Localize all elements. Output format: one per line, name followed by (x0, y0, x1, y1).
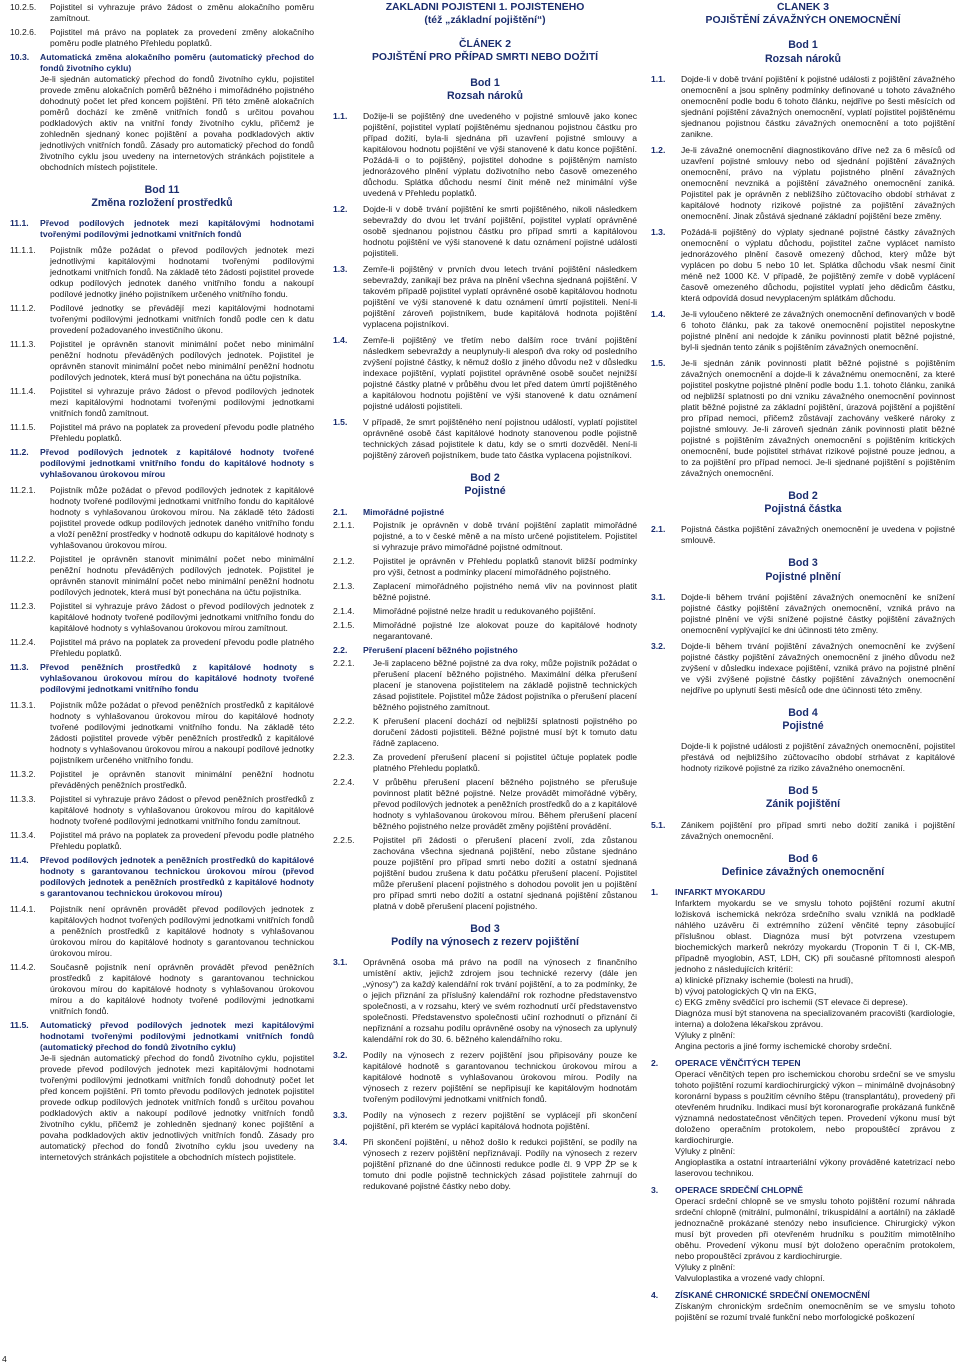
column-right (651, 2, 955, 1362)
section-title: Pojistná částka (764, 503, 842, 516)
exclusions-heading: Výluky z plnění: (675, 1262, 736, 1273)
clause-text: V průběhu přerušení placení běžného pojistného se přerušuje povinnost platit běžné pojistné. Nelze provádět mimořádné výběry, převod podílových jednotek a peněžních prostředků do a z kapitálové hodnoty s vyhlašovanou úrokovou mírou. Během přerušení placení běžného pojistného nelze provádět změny pojištění provádění. (373, 776, 637, 831)
clause-3-1 (651, 592, 955, 636)
clause-text: Je-li závažné onemocnění diagnostikováno dříve než za 6 měsíců od uzavření pojistné smlouvy nebo od sjednání pojištění závažných onemocnění, právo na výplatu pojistného plnění závažných onemocnění nevzniká a pojištění závažného onemocnění zaniká. Pojistitel pak je oprávněn z nebližšího zúčtovacího období strhávat z kapitálové hodnoty rizikové pojistné za pojištění závažných onemocnění. Jinak zůstává sjednané základní pojištění beze změny. (681, 144, 955, 221)
section-number: Bod 6 (788, 852, 818, 865)
part-heading: ZÁKLADNÍ POJIŠTĚNÍ 1. POJIŠTĚNÉHO (385, 2, 585, 13)
clause-number: 11.4.1. (10, 904, 36, 915)
clause-number: 1.5. (651, 357, 666, 368)
clause-text: Podílové jednotky se převádějí mezi kapitálovými hodnotami tvořenými podílovými jednotkami vnitřních fondů podle cen k datu provedení požadovaného investičního úkonu. (50, 303, 314, 336)
section-heading-bod-6 (651, 853, 955, 879)
clause-number: 11.1.5. (10, 422, 36, 433)
clause-10-2-5 (10, 2, 314, 24)
column-left (10, 2, 314, 1362)
clause-text: Pojistník může požádat o převod podílových jednotek mezi jednotlivými kapitálovými hodnotami tvořenými podílovými jednotkami vnitřních fondů. Na základě této žádosti pojistitel provede odkup podílových jednotek daného vnitřního fondu a nakoupí podílové jednotky jiného pojistníkem určeného vnitřního fondu. (50, 245, 314, 300)
clause-number: 1.1. (333, 111, 348, 122)
clause-1-5 (651, 358, 955, 479)
clause-text: Pojistník může požádat o převod podílových jednotek z kapitálové hodnoty tvořené podílovými jednotkami vnitřního fondu do kapitálové hodnoty s vyhlašovanou úrokovou mírou. Na základě této žádosti pojistitel provede odkup podílových jednotek daného vnitřního fondu a vloží peněžní prostředky v hodnotě odkupu do kapitálové hodnoty s vyhlašovanou úrokovou mírou. (50, 485, 314, 551)
clause-number: 1.4. (333, 335, 348, 346)
section-number: Bod 4 (788, 706, 818, 719)
clause-text: Pojistitel má právo na poplatek za provedení převodu podle platného Přehledu poplatků. (50, 422, 314, 444)
paragraph: Dojde-li k pojistné události z pojištění závažných onemocnění, pojistitel přestává od nejbližšího zúčtovacího období strhávat z kapitálové hodnoty rizikové pojistné za riziko závažného onemocnění. (681, 741, 955, 774)
clause-text: Pojistník může požádat o převod peněžních prostředků z kapitálové hodnoty s vyhlašovanou úrokovou mírou do kapitálové hodnoty tvořené podílovými jednotkami vnitřního fondu. Na základě této žádosti pojistitel provede výběr peněžních prostředků z kapitálové hodnoty s vyhlašovanou úrokovou mírou a nakoupí podílové jednotky pojistníkem určeného vnitřního fondu. (50, 700, 314, 766)
clause-11-3-3 (10, 794, 314, 827)
clause-number: 11.2. (10, 447, 29, 458)
criterion-b: b) vývoj patologických Q vln na EKG, (675, 986, 817, 997)
clause-1-4 (651, 309, 955, 353)
section-number: Bod 11 (144, 184, 180, 196)
clause-2-2 (333, 645, 637, 656)
clause-text: Pojistitel si vyhrazuje právo žádost o převod podílových jednotek mezi kapitálovými hodnotami tvořenými podílovými jednotkami vnitřních fondů zamítnout. (50, 386, 314, 419)
clause-11-2-2 (10, 554, 314, 598)
clause-11-2-4 (10, 637, 314, 659)
clause-text: Je-li sjednán automatický přechod do fondů životního cyklu, pojistitel provede změnu alokačních poměrů běžného i mimořádného pojistného dohodnutý počet let před koncem pojištění. Při této změně alokačních poměrů dochází ke změně vnitřních fondů s určitou povahou podkladových aktiv na vnitřní fondy životního cyklu, přičemž je zohledněn sjednaný konec pojištění a povaha podkladových aktiv jednotlivých vnitřních fondů. Zásady pro automatický přechod do fondů životního cyklu jsou uvedeny na internetových stránkách pojistitele a obchodních místech pojistitele. (40, 74, 314, 172)
section-heading-bod-1 (333, 77, 637, 103)
clause-11-1-5 (10, 422, 314, 444)
clause-number: 11.3.1. (10, 700, 36, 711)
definition-title: ZÍSKANÉ CHRONICKÉ SRDEČNÍ ONEMOCNĚNÍ (675, 1290, 870, 1301)
clause-number: 2.2.3. (333, 751, 355, 762)
exclusions-text: Angina pectoris a jiné formy ischemické choroby srdeční. (675, 1041, 892, 1052)
clause-text: Dojde-li během trvání pojištění závažných onemocnění ke snížení pojistné částky pojištění závažných onemocnění, vzniká právo na pojistné plnění ve výši snížené pojistné částky pojištění závažných onemocnění vyplývající ke dni účinnosti této změny. (681, 591, 955, 635)
clause-text: Pojistitel je oprávněn stanovit minimální počet nebo minimální peněžní hodnotu převáděných podílových jednotek. Pojistitel je oprávněn stanovit minimální počet nebo minimální peněžní hodnotu podílových jednotek, která musí být ponechána na účtu pojistníka. (50, 339, 314, 383)
section-number: Bod 1 (470, 76, 500, 89)
definition-body (651, 1069, 955, 1179)
definition-text: Operací srdeční chlopně se ve smyslu tohoto pojištění rozumí náhrada srdeční chlopně (mitrální, pulmonální, trikuspidální a aortální) na základě jednoznačně prokázané stenózy nebo insuficience. Chirurgický výkon musí být proveden při otevřeném hrudníku s použitím mimotělního oběhu. Provedení výkonu musí být doloženo operačním protokolem, nebo propouštěcí zprávou z kardiochirurgie. (675, 1196, 955, 1262)
exclusions-heading: Výluky z plnění: (675, 1030, 736, 1041)
clause-number: 11.3.2. (10, 769, 36, 780)
clause-1-4 (333, 335, 637, 412)
definition-text: Operací věnčitých tepen pro ischemickou chorobu srdeční se ve smyslu tohoto pojištění rozumí kardiochirurgický výkon – minimálně dvojnásobný koronární bypass s použitím cévního štěpu (transplantátu), provedený při otevřeném hrudníku. Indikaci musí být koronarografie prokázaná funkčně významná nedostatečnost věnčitých tepen. Provedení výkonu musí být doloženo operačním protokolem, nebo propouštěcí zprávou z kardiochirurgie. (675, 1069, 955, 1146)
definition-body (651, 898, 955, 1052)
clause-text: Zaplacení mimořádného pojistného nemá vliv na povinnost platit běžné pojistné. (373, 580, 637, 602)
clause-10-2-6 (10, 27, 314, 49)
definition-number: 3. (651, 1185, 659, 1196)
clause-text: Pojistitel je oprávněn stanovit minimální peněžní hodnotu převáděných peněžních prostředků. (50, 769, 314, 791)
article-title: POJIŠTĚNÍ PRO PŘÍPAD SMRTI NEBO DOŽITÍ (371, 52, 599, 64)
clause-number: 11.1. (10, 218, 29, 229)
clause-text: Pojistitel si vyhrazuje právo žádost o změnu alokačního poměru zamítnout. (50, 2, 314, 23)
clause-number: 3.1. (651, 591, 666, 602)
clause-number: 11.2.1. (10, 485, 36, 496)
definition-number: 1. (651, 887, 659, 898)
clause-11-1-1 (10, 245, 314, 300)
clause-text: Podíly na výnosech z rezerv pojištění se vyplácejí při skončení pojištění, při kterém se vyplácí kapitálová hodnota pojištění. (363, 1110, 637, 1132)
clause-1-5 (333, 417, 637, 461)
section-number: Bod 3 (470, 922, 500, 935)
clause-text: Je-li sjednán automatický přechod do fondů životního cyklu, pojistitel provede převod podílových jednotek mezi kapitálovými hodnotami tvořenými podílovými jednotkami vnitřních fondů dohodnutý počet let před koncem pojištění. Při tomto převodu podílových jednotek pojistitel provede odkup podílových jednotek vnitřních fondů s určitou povahou podkladových aktiv a nakoupí podílové jednotky vnitřních fondů životního cyklu, přičemž je zohledněn sjednaný konec pojištění a povaha podkladových aktiv jednotlivých vnitřních fondů. Zásady pro automatický přechod do fondů životního cyklu jsou uvedeny na internetových stránkách pojistitele a obchodních místech pojistitele. (40, 1053, 314, 1163)
section-heading-bod-3 (333, 923, 637, 949)
clause-2-2-1 (333, 658, 637, 713)
clause-number: 2.1.3. (333, 580, 355, 591)
clause-text: Pojistitel má právo na poplatek za provedení změny alokačního poměru podle platného Přehledu poplatků. (50, 27, 314, 48)
clause-title: Převod podílových jednotek mezi kapitálovými hodnotami tvořenými podílovými jednotkami vnitřních fondů (40, 218, 314, 240)
section-number: Bod 2 (470, 472, 500, 485)
section-number: Bod 1 (788, 39, 818, 52)
definition-note: Diagnóza musí být stanovena na specializovaném pracovišti (kardiologie, interna) a doložena lékařskou zprávou. (675, 1008, 955, 1030)
clause-number: 2.1. (651, 524, 666, 535)
clause-text: Pojistitel je oprávněn v Přehledu poplatků stanovit bližší podmínky pro výši, četnost a podmínky placení mimořádného pojistného. (373, 555, 637, 577)
clause-title: Převod podílových jednotek a peněžních prostředků do kapitálové hodnoty s garantovanou technickou úrokovou mírou (převod podílových jednotek a peněžních prostředků z kapitálové hodnoty s garantovanou technickou úrokovou mírou) (40, 855, 314, 899)
article-title: POJIŠTĚNÍ ZÁVAŽNÝCH ONEMOCNĚNÍ (705, 14, 901, 26)
clause-number: 1.2. (651, 144, 666, 155)
definition-text: Infarktem myokardu se ve smyslu tohoto pojištění rozumí akutní ložisková ischemická nekróza srdečního svalu vzniklá na podkladě náhlého uzávěru či extrémního zúžení věnčité tepny zásobující příslušnou oblast. Diagnóza musí být potvrzena vzestupem biochemických markerů nekrózy myokardu (Troponin T či I, CK-MB, případně myoglobin, AST, LDH, CK) při současné přítomnosti alespoň jednoho z následujících kritérií: (675, 898, 955, 975)
clause-11-1-4 (10, 386, 314, 419)
clause-number: 1.1. (651, 73, 666, 84)
definition-heading (651, 1058, 955, 1069)
clause-11-1-3 (10, 339, 314, 383)
clause-11-4-2 (10, 962, 314, 1017)
clause-3-2 (651, 641, 955, 696)
clause-number: 2.1.4. (333, 605, 355, 616)
clause-number: 10.3. (10, 52, 30, 62)
criterion-a: a) klinické příznaky ischemie (bolesti na hrudi), (675, 975, 854, 986)
section-title: Změna rozložení prostředků (91, 197, 233, 210)
definition-title: OPERACE VĚNČITÝCH TEPEN (675, 1058, 801, 1069)
clause-number: 3.4. (333, 1137, 348, 1148)
clause-2-1 (651, 524, 955, 546)
definition-heading (651, 887, 955, 898)
clause-text: Pojistná částka pojištění závažných onemocnění je uvedena v pojistné smlouvě. (681, 524, 955, 546)
clause-number: 1.5. (333, 417, 348, 428)
clause-11-2 (10, 447, 314, 480)
definition-number: 4. (651, 1290, 659, 1301)
criterion-c: c) EKG změny svědčící pro ischemii (ST elevace či deprese). (675, 997, 908, 1008)
clause-1-2 (651, 145, 955, 222)
clause-2-2-4 (333, 777, 637, 832)
definition-title: OPERACE SRDEČNÍ CHLOPNĚ (675, 1185, 803, 1196)
clause-text: Oprávněná osoba má právo na podíl na výnosech z finančního umístění aktiv, jejichž zdrojem jsou technické rezervy (dále jen „výnosy“) za každý kalendářní rok trvání pojištění, a to za podmínky, že o jejich přiznání za příslušný kalendářní rok rozhodne představenstvo společnosti, a v rozsahu, který ve svém rozhodnutí určí představenstvo společnosti. Představenstvo společnosti učiní rozhodnutí o přiznání či nepřiznání a rozsahu podílu oprávněné osoby na výnosech za uplynulý kalendářní rok do 30. 6. běžného kalendářního roku. (363, 957, 637, 1045)
section-title: Podíly na výnosech z rezerv pojištění (391, 935, 579, 948)
clause-number: 3.2. (333, 1050, 348, 1061)
section-heading-bod-3 (651, 557, 955, 583)
definition-heading (651, 1290, 955, 1301)
clause-number: 11.3. (10, 662, 29, 673)
clause-number: 3.2. (651, 640, 666, 651)
clause-number: 10.2.5. (10, 2, 37, 12)
definition-body (651, 1301, 955, 1323)
clause-number: 3.1. (333, 957, 348, 968)
clause-11-3 (10, 662, 314, 695)
clause-1-2 (333, 204, 637, 259)
clause-text: Pojistník je oprávněn v době trvání pojištění zaplatit mimořádné pojistné, a to v české měně a na místo určené pojistitelem. Pojistitel si vyhrazuje právo mimořádné pojistné odmítnout. (373, 519, 637, 552)
clause-1-1 (651, 74, 955, 140)
clause-number: 11.2.3. (10, 601, 36, 612)
clause-number: 11.4.2. (10, 962, 36, 973)
clause-text: Zánikem pojištění pro případ smrti nebo dožití zaniká i pojištění závažných onemocnění. (681, 819, 955, 841)
clause-5-1 (651, 820, 955, 842)
clause-3-3 (333, 1110, 637, 1132)
clause-text: Zemře-li pojištěný ve třetím nebo dalším roce trvání pojištění následkem sebevraždy a neuplynuly-li alespoň dva roky od posledního zvýšení pojistné částky, k němuž došlo z jiného důvodu než v důsledku indexace pojištění, vyplatí pojistitel oprávněné osobě součet nejnižší pojistné částky platné v průběhu dvou let před datem úmrtí pojištěného a kapitálovou hodnotu pojištění ve výši stanovené k datu oznámení pojistné události pojistiteli. (363, 335, 637, 412)
clause-text: Požádá-li pojištěný do výplaty sjednané pojistné částky závažných onemocnění o výplatu důchodu, pojistitel začne vyplácet namísto jednorázového plnění časově omezený důchod, který může být vyplácen po dobu 5 nebo 10 let. Splátka důchodu však nesmí činit méně než 1000 Kč. V případě, že pojištěný zemře v době vyplácení časově omezeného důchodu, pojistitel vyplatí jeho dědicům částku, která odpovídá dosud nevyplaceným splátkám důchodu. (681, 226, 955, 303)
clause-text: Mimořádné pojistné lze alokovat pouze do kapitálové hodnoty negarantované. (373, 619, 637, 641)
part-subheading: (též „základní pojištění“) (424, 14, 546, 26)
clause-text: Pojistitel si vyhrazuje právo žádost o převod podílových jednotek z kapitálové hodnoty tvořené podílovými jednotkami vnitřního fondu do kapitálové hodnoty s vyhlašovanou úrokovou mírou zamítnout. (50, 601, 314, 634)
clause-number: 11.1.4. (10, 386, 36, 397)
clause-title: Automatická změna alokačního poměru (automatický přechod do fondů životního cyklu) (40, 52, 314, 73)
clause-text: Současně pojistník není oprávněn provádět převod peněžních prostředků z kapitálové hodnoty s garantovanou technickou úrokovou mírou do kapitálové hodnoty s vyhlašovanou úrokovou mírou a do kapitálové hodnoty tvořené podílovými jednotkami vnitřních fondů. (50, 962, 314, 1017)
definition-body (651, 1196, 955, 1284)
section-number: Bod 3 (788, 557, 818, 570)
article-number: ČLÁNEK 3 (777, 2, 829, 13)
section-heading-bod-4 (651, 707, 955, 733)
clause-number: 11.1.1. (10, 245, 36, 256)
clause-11-2-1 (10, 485, 314, 551)
clause-number: 3.3. (333, 1110, 348, 1121)
clause-number: 5.1. (651, 819, 666, 830)
column-middle (333, 2, 637, 1362)
clause-text: V případě, že smrt pojištěného není pojistnou událostí, vyplatí pojistitel oprávněné osobě část kapitálové hodnoty stanovenou podle pojistně technických zásad pojistitele k datu, kdy se o smrti dozvěděl. Není-li pojištěný zároveň pojistníkem, bude tato částka vyplacena pojistníkovi. (363, 417, 637, 461)
clause-2-1-3 (333, 581, 637, 603)
clause-3-2 (333, 1050, 637, 1105)
clause-2-1-4 (333, 606, 637, 617)
clause-3-1 (333, 957, 637, 1045)
clause-text: Dojde-li během trvání pojištění závažných onemocnění ke zvýšení pojistné částky pojištění závažných onemocnění z jiného důvodu než zvýšení v důsledku indexace pojištění, vzniká právo na pojistné plnění ve výši zvýšené pojistné částky pojištění závažných onemocnění nejdříve po uplynutí šesti měsíců ode dne účinnosti této změny. (681, 640, 955, 695)
clause-number: 1.3. (651, 226, 666, 237)
section-heading-bod-2 (333, 472, 637, 498)
definition-number: 2. (651, 1058, 659, 1069)
section-heading-bod-5 (651, 785, 955, 811)
clause-number: 1.4. (651, 308, 666, 319)
section-title: Pojistné (464, 485, 506, 498)
clause-11-2-3 (10, 601, 314, 634)
exclusions-text: Angioplastika a ostatní intraarteriální výkony prováděné katetrizací nebo laserovou technikou. (675, 1157, 955, 1179)
clause-text: Pojistitel je oprávněn stanovit minimální počet nebo minimální peněžní hodnotu převáděných podílových jednotek. Pojistitel je oprávněn stanovit minimální počet nebo minimální peněžní hodnotu podílových jednotek, která musí být ponechána na účtu pojistníka. (50, 554, 314, 598)
clause-2-2-3 (333, 752, 637, 774)
exclusions-heading: Výluky z plnění: (675, 1146, 736, 1157)
page-number: 4 (2, 1354, 7, 1364)
section-title: Pojistné plnění (765, 570, 841, 583)
clause-text: Dojde-li v době trvání pojištění ke smrti pojištěného, nikoli následkem sebevraždy do dvou let trvání pojištění, pojistitel vyplatí oprávněné osobě sjednanou pojistnou částku pro případ smrti a kapitálovou hodnotu pojištění ve výši stanovené k datu oznámení pojistné události pojistiteli. (363, 204, 637, 259)
clause-11-3-4 (10, 830, 314, 852)
clause-text: K přerušení placení dochází od nejbližší splatnosti pojistného po doručení žádosti pojistiteli. Běžné pojistné musí být k tomuto datu řádně zaplaceno. (373, 715, 637, 748)
clause-1-3 (333, 264, 637, 330)
clause-number: 11.3.3. (10, 794, 36, 805)
section-heading-bod-1 (651, 39, 955, 65)
clause-11-3-2 (10, 769, 314, 791)
clause-text: Dožije-li se pojištěný dne uvedeného v pojistné smlouvě jako konec pojištění, pojistitel vyplatí pojištěnému sjednanou pojistnou částku pro případ dožití, byla-li sjednána při uzavření pojistné smlouvy a kapitálovou hodnotu pojištění ve výši stanovené k datu konce pojištění. Požádá-li o to pojištěný, pojistitel dohodne s pojištěným namísto jednorázového plnění výplatu doživotního nebo časově omezeného důchodu. Splátka důchodu nesmí činit méně než minimální výše uvedená v Přehledu poplatků. (363, 111, 637, 199)
section-number: Bod 2 (788, 489, 818, 502)
clause-2-1-1 (333, 520, 637, 553)
clause-11-1-2 (10, 303, 314, 336)
clause-1-3 (651, 227, 955, 304)
clause-text: Pojistník není oprávněn provádět převod podílových jednotek z kapitálových hodnot tvořených podílovými jednotkami vnitřních fondů a peněžních prostředků z kapitálové hodnoty s vyhlašovanou úrokovou mírou do kapitálové hodnoty s garantovanou technickou úrokovou mírou. (50, 904, 314, 959)
clause-number: 11.4. (10, 855, 29, 866)
clause-number: 11.5. (10, 1020, 29, 1031)
definition-heading (651, 1185, 955, 1196)
clause-text: Za provedení přerušení placení si pojistitel účtuje poplatek podle platného Přehledu poplatků. (373, 751, 637, 773)
clause-2-2-2 (333, 716, 637, 749)
clause-text: Pojistitel má právo na poplatek za provedení převodu podle platného Přehledu poplatků. (50, 830, 314, 852)
clause-number: 2.1. (333, 506, 348, 517)
clause-2-2-5 (333, 835, 637, 912)
clause-text: Je-li vyloučeno některé ze závažných onemocnění definovaných v bodě 6 tohoto článku, pak za takové onemocnění pojistitel neposkytne pojistné plnění ani nedojde k zániku povinnosti platit běžné pojistné, byl-li sjednán tento zánik s pojištěním závažných onemocnění. (681, 308, 955, 352)
exclusions-text: Valvuloplastika a vrozené vady chlopní. (675, 1273, 825, 1284)
clause-number: 2.1.1. (333, 519, 355, 530)
clause-number: 11.2.4. (10, 637, 36, 648)
section-heading-bod-2 (651, 490, 955, 516)
clause-11-1 (10, 218, 314, 240)
clause-text: Pojistitel při žádosti o přerušení placení zvolí, zda zůstanou zachována všechna sjednaná pojištění, nebo zůstane sjednáno pouze pojištění pro případ smrti nebo dožití a ostatní sjednaná pojištění budou zrušena k datu počátku přerušení placení. Pojistitel může přerušení placení pojistného s dohodou povolit jen u pojištění pro případ smrti nebo dožití a ostatní sjednaná pojištění zůstanou platná v době přerušení placení pojistného. (373, 834, 637, 911)
clause-text: Zemře-li pojištěný v prvních dvou letech trvání pojištění následkem sebevraždy, zanikají bez práva na plnění všechna sjednaná pojištění. V takovém případě pojistitel vyplatí oprávněné osobě kapitálovou hodnotu pojištění ve výši stanovené k datu oznámení úmrtí pojistiteli. Není-li pojištění zároveň pojistníkem, bude kapitálová hodnota pojištění vyplacena pojistníkovi. (363, 264, 637, 330)
clause-2-1-5 (333, 620, 637, 642)
clause-title: Převod podílových jednotek z kapitálové hodnoty tvořené podílovými jednotkami vnitřního fondu do kapitálové hodnoty s vyhlašovanou úrokovou mírou (40, 447, 314, 480)
definition-title: INFARKT MYOKARDU (675, 887, 766, 898)
section-heading-bod-11 (10, 184, 314, 210)
clause-title: Přerušení placení běžného pojistného (363, 644, 518, 655)
section-title: Rozsah nároků (447, 89, 523, 102)
clause-number: 2.2. (333, 644, 348, 655)
section-title: Definice závažných onemocnění (721, 865, 885, 878)
clause-text: Podíly na výnosech z rezerv pojištění jsou připisovány pouze ke kapitálové hodnotě s garantovanou technickou úrokovou mírou a kapitálové hodnotě s vyhlašovanou úrokovou mírou. Podíly na výnosech z rezerv pojištění se nepřipisují ke kapitálovým hodnotám tvořeným podílovými jednotkami vnitřních fondů. (363, 1050, 637, 1105)
clause-3-4 (333, 1137, 637, 1192)
clause-number: 2.2.5. (333, 834, 355, 845)
clause-10-3 (10, 52, 314, 173)
section-title: Zánik pojištění (765, 798, 841, 811)
clause-1-1 (333, 111, 637, 199)
clause-number: 2.1.5. (333, 619, 355, 630)
clause-number: 1.2. (333, 204, 348, 215)
section-title: Rozsah nároků (765, 52, 841, 65)
clause-text: Je-li zaplaceno běžné pojistné za dva roky, může pojistník požádat o přerušení placení běžného pojistného. Maximální délka přerušení placení je stanovena pojistitelem na základě pojistně technických zásad pojistitele. Pojistitel může žádost pojistníka o přerušení placení běžného pojistného zamítnout. (373, 657, 637, 712)
clause-number: 2.2.1. (333, 657, 355, 668)
article-number: ČLÁNEK 2 (459, 39, 511, 51)
clause-number: 1.3. (333, 264, 348, 275)
clause-2-1-2 (333, 556, 637, 578)
section-title: Pojistné (782, 720, 824, 733)
clause-number: 2.2.4. (333, 776, 355, 787)
clause-11-3-1 (10, 700, 314, 766)
clause-number: 11.1.3. (10, 339, 36, 350)
clause-text: Dojde-li v době trvání pojištění k pojistné události z pojištění závažného onemocnění a jsou splněny podmínky definované u tohoto závažného onemocnění podle bodu 6 tohoto článku, nejdříve po šesti měsících od sjednání pojištění závažných onemocnění, vyplatí pojistitel pojištěnému sjednanou pojistnou částku závažných onemocnění a toto pojištění zanikne. (681, 73, 955, 139)
clause-number: 11.3.4. (10, 830, 36, 841)
clause-number: 11.1.2. (10, 303, 36, 314)
clause-text: Je-li sjednán zánik povinnosti platit běžné pojistné s pojištěním závažných onemocnění a dojde-li k závažnému onemocnění, za které pojistitel poskytne pojistné plnění podle bodu 1.1. tohoto článku, zaniká od nejbližší splatnosti po dni vzniku závažného onemocnění povinnost platit běžné pojistné za základní pojištění, úrazová pojištění a pojištění pro případ nemoci, přičemž zůstávají zachovány veškeré nároky z pojistné smlouvy. Je-li zároveň sjednán zánik povinnosti platit běžné pojistné s pojištěním závažných onemocnění s pojištěním kritických onemocnění, bude pojistitel strhávat rizikové pojistné pouze jednou, a to za pojištění pro případ nemoci. Je-li sjednané pojištění s pojištěním závažných onemocnění. (681, 357, 955, 478)
clause-title: Mimořádné pojistné (363, 506, 445, 517)
clause-number: 2.1.2. (333, 555, 355, 566)
clause-text: Při skončení pojištění, u něhož došlo k redukci pojištění, se podíly na výnosech z rezerv pojištění nepřiznávají. Podíly na výnosech z rezerv pojištění přiznané do dne účinnosti redukce podle čl. 9 VPP ŽP se k tomuto dni podle pojistně technických zásad pojistitele zahrnují do redukované pojistné částky nebo doby. (363, 1137, 637, 1192)
clause-text: Pojistitel má právo na poplatek za provedení převodu podle platného Přehledu poplatků. (50, 637, 314, 659)
clause-number: 11.2.2. (10, 554, 36, 565)
clause-number: 10.2.6. (10, 27, 37, 37)
definition-text: Získaným chronickým srdečním onemocněním se ve smyslu tohoto pojištění se rozumí trvalé funkční nebo morfologické poškození (675, 1301, 955, 1323)
clause-title: Automatický převod podílových jednotek mezi kapitálovými hodnotami tvořenými podílovými jednotkami vnitřních fondů (automatický přechod do fondů životního cyklu) (40, 1020, 314, 1053)
section-number: Bod 5 (788, 785, 818, 798)
clause-11-4 (10, 855, 314, 899)
clause-11-4-1 (10, 904, 314, 959)
clause-number: 2.2.2. (333, 715, 355, 726)
clause-text: Mimořádné pojistné nelze hradit u redukovaného pojištění. (373, 605, 596, 616)
clause-title: Převod peněžních prostředků z kapitálové hodnoty s vyhlašovanou úrokovou mírou do kapitálové hodnoty tvořené podílovými jednotkami vnitřního fondu (40, 662, 314, 695)
clause-text: Pojistitel si vyhrazuje právo žádost o převod peněžních prostředků z kapitálové hodnoty s vyhlašovanou úrokovou mírou do kapitálové hodnoty tvořené podílovými jednotkami vnitřního fondu zamítnout. (50, 794, 314, 827)
clause-11-5 (10, 1020, 314, 1163)
clause-2-1 (333, 507, 637, 518)
